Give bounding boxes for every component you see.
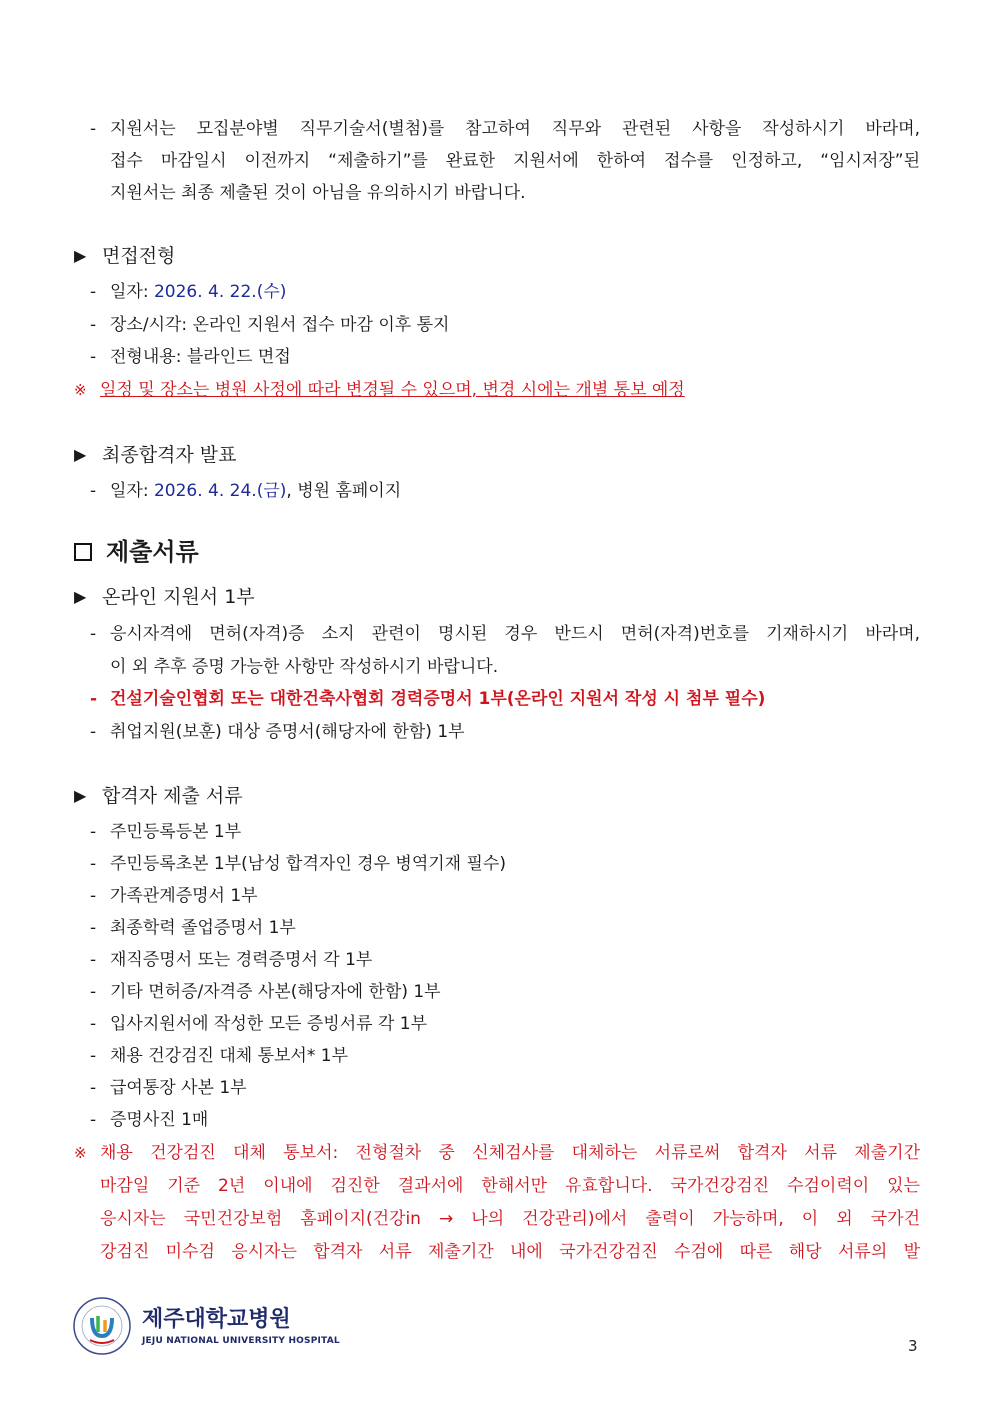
final-title: 최종합격자 발표 xyxy=(102,444,237,466)
final-date-label: 일자: xyxy=(110,481,154,501)
checkbox-square-icon xyxy=(74,543,92,561)
passed-note-text-3: 응시자는 국민건강보험 홈페이지(건강in → 나의 건강관리)에서 출력이 가능하며, 이 외 국가건 xyxy=(100,1209,920,1229)
triangle-bullet-icon: ▶ xyxy=(74,445,87,464)
online-red-text: 건설기술인협회 또는 대한건축사협회 경력증명서 1부(온라인 지원서 작성 시 첨부 필수) xyxy=(110,689,766,709)
interview-content-text: 전형내용: 블라인드 면접 xyxy=(110,347,291,367)
reference-mark-icon: ※ xyxy=(74,381,87,399)
reference-mark-icon: ※ xyxy=(74,1144,87,1162)
intro-text-2: 접수 마감일시 이전까지 “제출하기”를 완료한 지원서에 한하여 접수를 인정하고, “임시저장”된 xyxy=(110,151,920,171)
online-text-1: 응시자격에 면허(자격)증 소지 관련이 명시된 경우 반드시 면허(자격)번호를 기재하시기 바라며, xyxy=(110,624,920,644)
online-text-2: 이 외 추후 증명 가능한 사항만 작성하시기 바랍니다. xyxy=(110,657,499,677)
logo-english-name: JEJU NATIONAL UNIVERSITY HOSPITAL xyxy=(142,1336,340,1346)
page-number: 3 xyxy=(908,1337,918,1355)
passed-note-text-2: 마감일 기준 2년 이내에 검진한 결과서에 한해서만 유효합니다. 국가건강검진 수검이력이 있는 xyxy=(100,1176,920,1196)
hospital-logo-icon xyxy=(72,1296,132,1356)
logo-korean-name: 제주대학교병원 xyxy=(142,1307,291,1332)
interview-note-text: 일정 및 장소는 병원 사정에 따라 변경될 수 있으며, 변경 시에는 개별 통보 예정 xyxy=(100,380,685,400)
interview-date-value: 2026. 4. 22.(수) xyxy=(153,282,287,302)
passed-note-text-1: 채용 건강검진 대체 통보서: 전형절차 중 신체검사를 대체하는 서류로써 합격자 서류 제출기간 xyxy=(100,1143,920,1163)
online-text-3: 취업지원(보훈) 대상 증명서(해당자에 한함) 1부 xyxy=(110,722,465,742)
dash: - xyxy=(90,119,97,139)
interview-title: 면접전형 xyxy=(102,245,176,267)
intro-text-1: 지원서는 모집분야별 직무기술서(별첨)를 참고하여 직무와 관련된 사항을 작성하시기 바라며, xyxy=(110,119,920,139)
passed-title: 합격자 제출 서류 xyxy=(102,785,243,807)
interview-place-text: 장소/시각: 온라인 지원서 접수 마감 이후 통지 xyxy=(110,315,450,335)
triangle-bullet-icon: ▶ xyxy=(74,246,87,265)
section-title: 제출서류 xyxy=(106,538,199,566)
triangle-bullet-icon: ▶ xyxy=(74,587,87,606)
passed-note-text-4: 강검진 미수검 응시자는 합격자 서류 제출기간 내에 국가건강검진 수검에 따른 해당 서류의 발 xyxy=(100,1242,920,1262)
final-date-suffix: , 병원 홈페이지 xyxy=(286,481,402,501)
final-date-value: 2026. 4. 24.(금) xyxy=(153,481,287,501)
online-title: 온라인 지원서 1부 xyxy=(102,586,255,608)
intro-text-3: 지원서는 최종 제출된 것이 아님을 유의하시기 바랍니다. xyxy=(110,183,526,203)
triangle-bullet-icon: ▶ xyxy=(74,786,87,805)
interview-date-label: 일자: xyxy=(110,282,154,302)
